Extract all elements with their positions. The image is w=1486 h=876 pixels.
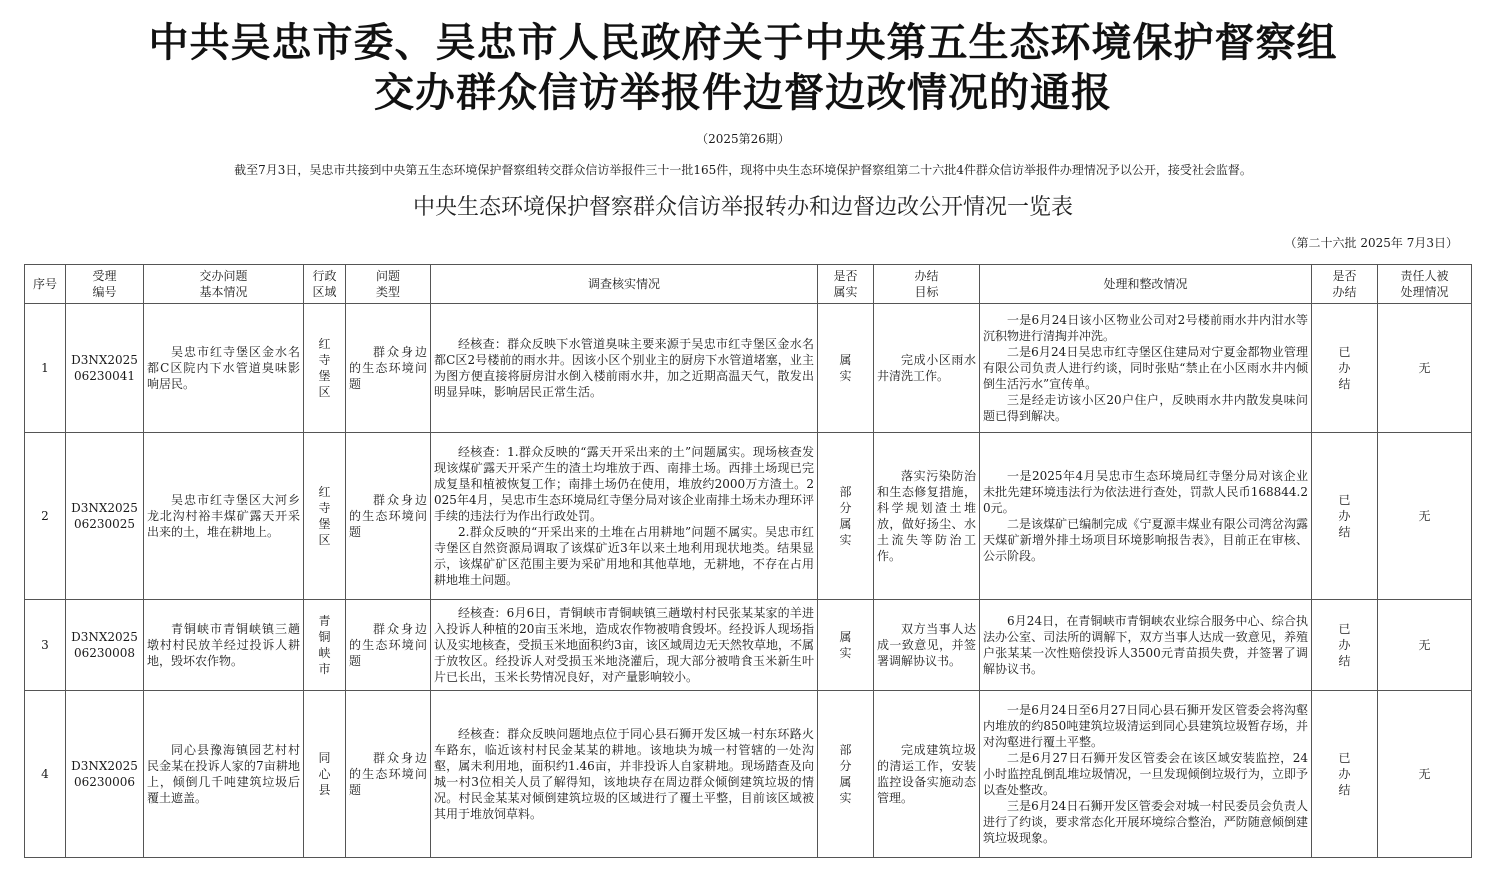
header-region: 行政 区域	[304, 265, 346, 304]
cell-problem: 同心县豫海镇园艺村村民金某在投诉人家的7亩耕地上，倾倒几千吨建筑垃圾后覆土遮盖。	[144, 691, 304, 858]
cell-investigation	[431, 691, 818, 858]
table-row	[25, 600, 1472, 691]
header-accountability: 责任人被 处理情况	[1378, 265, 1472, 304]
cell-number: D3NX202506230006	[66, 691, 144, 858]
handling-paragraph: 二是该煤矿已编制完成《宁夏源丰煤业有限公司湾岔沟露天煤矿新增外排土场项目环境影响报告表》，目前正在审核、公示阶段。	[983, 517, 1308, 563]
cell-seq: 1	[25, 304, 66, 433]
header-closed: 是否 办结	[1312, 265, 1378, 304]
handling-paragraph: 6月24日，在青铜峡市青铜峡农业综合服务中心、综合执法办公室、司法所的调解下，双方当事人达成一致意见，养殖户张某某一次性赔偿投诉人3500元青苗损失费，并签署了调解协议书。	[983, 614, 1308, 676]
handling-paragraph: 三是6月24日石狮开发区管委会对城一村民委员会负责人进行了约谈，要求常态化开展环境综合整治，严防随意倾倒建筑垃圾现象。	[983, 799, 1308, 845]
header-goal: 办结 目标	[874, 265, 980, 304]
header-investigation: 调查核实情况	[431, 265, 818, 304]
batch-date: （第二十六批 2025年 7月3日）	[1284, 236, 1458, 250]
cell-problem: 吴忠市红寺堡区金水名都C区院内下水管道臭味影响居民。	[144, 304, 304, 433]
table-title: 中央生态环境保护督察群众信访举报转办和边督边改公开情况一览表	[412, 195, 1073, 220]
table-row	[25, 691, 1472, 858]
cell-type: 群众身边的生态环境问题	[346, 433, 431, 600]
cell-verified: 属 实	[818, 304, 874, 433]
cell-closed: 已 办 结	[1312, 600, 1378, 691]
cell-accountability: 无	[1378, 304, 1472, 433]
cell-type: 群众身边的生态环境问题	[346, 691, 431, 858]
header-handling: 处理和整改情况	[980, 265, 1312, 304]
cell-number: D3NX202506230041	[66, 304, 144, 433]
cell-seq: 2	[25, 433, 66, 600]
handling-paragraph: 二是6月27日石狮开发区管委会在该区域安装监控，24小时监控乱倒乱堆垃圾情况，一旦发现倾倒垃圾行为，立即予以查处整改。	[983, 751, 1308, 797]
cell-goal: 完成小区雨水井清洗工作。	[874, 304, 980, 433]
cell-region: 红 寺 堡 区	[304, 433, 346, 600]
cell-accountability: 无	[1378, 691, 1472, 858]
cell-type: 群众身边的生态环境问题	[346, 304, 431, 433]
intro-paragraph: 截至7月3日，吴忠市共接到中央第五生态环境保护督察组转交群众信访举报件三十一批165件，现将中央生态环境保护督察组第二十六批4件群众信访举报件办理情况予以公开，接受社会监督。	[234, 163, 1252, 177]
cell-goal: 完成建筑垃圾的清运工作，安装监控设备实施动态管理。	[874, 691, 980, 858]
cell-investigation	[431, 433, 818, 600]
investigation-paragraph: 经核查：6月6日，青铜峡市青铜峡镇三趟墩村村民张某某家的羊进入投诉人种植的20亩玉米地，造成农作物被啃食毁坏。经投诉人现场指认及实地核查，受损玉米地面积约3亩，该区域周边无天然牧草地，不属于放牧区。经投诉人对受损玉米地浇灌后，现大部分被啃食玉米新生叶片已长出，玉米长势情况良好，对产量影响较小。	[434, 606, 814, 684]
complaints-table	[24, 264, 1472, 858]
header-problem: 交办问题 基本情况	[144, 265, 304, 304]
cell-handling	[980, 600, 1312, 691]
cell-region: 同 心 县	[304, 691, 346, 858]
table-row	[25, 433, 1472, 600]
cell-goal: 双方当事人达成一致意见，并签署调解协议书。	[874, 600, 980, 691]
cell-handling	[980, 304, 1312, 433]
cell-region: 青 铜 峡 市	[304, 600, 346, 691]
cell-goal: 落实污染防治和生态修复措施，科学规划渣土堆放，做好扬尘、水土流失等防治工作。	[874, 433, 980, 600]
cell-number: D3NX202506230025	[66, 433, 144, 600]
cell-seq: 3	[25, 600, 66, 691]
cell-closed: 已 办 结	[1312, 433, 1378, 600]
cell-accountability: 无	[1378, 433, 1472, 600]
investigation-paragraph: 经核查：群众反映问题地点位于同心县石狮开发区城一村东环路火车路东，临近该村村民金某某的耕地。该地块为城一村管辖的一处沟壑，属未利用地，面积约1.46亩，并非投诉人自家耕地。现场踏查及向城一村3位相关人员了解得知，该地块存在周边群众倾倒建筑垃圾的情况。村民金某某对倾倒建筑垃圾的区域进行了覆土平整，目前该区域被其用于堆放饲草料。	[434, 727, 814, 821]
handling-paragraph: 三是经走访该小区20户住户，反映雨水井内散发臭味问题已得到解决。	[983, 393, 1308, 423]
cell-problem: 吴忠市红寺堡区大河乡龙北沟村裕丰煤矿露天开采出来的土，堆在耕地上。	[144, 433, 304, 600]
header-type: 问题 类型	[346, 265, 431, 304]
header-number: 受理 编号	[66, 265, 144, 304]
cell-closed: 已 办 结	[1312, 304, 1378, 433]
cell-problem: 青铜峡市青铜峡镇三趟墩村村民放羊经过投诉人耕地，毁坏农作物。	[144, 600, 304, 691]
issue-number: （2025第26期）	[696, 132, 790, 146]
handling-paragraph: 二是6月24日吴忠市红寺堡区住建局对宁夏金都物业管理有限公司负责人进行约谈，同时张贴“禁止在小区雨水井内倾倒生活污水”宣传单。	[983, 345, 1308, 391]
cell-seq: 4	[25, 691, 66, 858]
cell-accountability: 无	[1378, 600, 1472, 691]
cell-verified: 部 分 属 实	[818, 433, 874, 600]
cell-handling	[980, 691, 1312, 858]
cell-closed: 已 办 结	[1312, 691, 1378, 858]
cell-investigation	[431, 600, 818, 691]
cell-handling	[980, 433, 1312, 600]
cell-number: D3NX202506230008	[66, 600, 144, 691]
handling-paragraph: 一是2025年4月吴忠市生态环境局红寺堡分局对该企业未批先建环境违法行为依法进行查处，罚款人民币168844.20元。	[983, 469, 1308, 515]
investigation-paragraph: 经核查：群众反映下水管道臭味主要来源于吴忠市红寺堡区金水名都C区2号楼前的雨水井。因该小区个别业主的厨房下水管道堵塞，业主为图方便直接将厨房泔水倒入楼前雨水井，加之近期高温天气，散发出明显异味，影响居民正常生活。	[434, 337, 814, 399]
handling-paragraph: 一是6月24日至6月27日同心县石狮开发区管委会将沟壑内堆放的约850吨建筑垃圾清运到同心县建筑垃圾暂存场，并对沟壑进行覆土平整。	[983, 703, 1308, 749]
cell-verified: 部 分 属 实	[818, 691, 874, 858]
handling-paragraph: 一是6月24日该小区物业公司对2号楼前雨水井内泔水等沉积物进行清掏并冲洗。	[983, 313, 1308, 343]
document-title-line1: 中共吴忠市委、吴忠市人民政府关于中央第五生态环境保护督察组	[148, 20, 1338, 66]
investigation-paragraph: 经核查：1.群众反映的“露天开采出来的土”问题属实。现场核查发现该煤矿露天开采产生的渣土均堆放于西、南排土场。西排土场现已完成复垦和植被恢复工作；南排土场仍在使用，堆放约2000万方渣土。2025年4月，吴忠市生态环境局红寺堡分局对该企业南排土场未办理环评手续的违法行为作出行政处罚。	[434, 445, 814, 523]
table-row	[25, 304, 1472, 433]
cell-verified: 属 实	[818, 600, 874, 691]
cell-investigation	[431, 304, 818, 433]
document-title-line2: 交办群众信访举报件边督边改情况的通报	[374, 70, 1112, 116]
table-header-row	[25, 265, 1472, 304]
investigation-paragraph: 2.群众反映的“开采出来的土堆在占用耕地”问题不属实。吴忠市红寺堡区自然资源局调取了该煤矿近3年以来土地利用现状地类。结果显示，该煤矿矿区范围主要为采矿用地和其他草地，无耕地，不存在占用耕地堆土问题。	[434, 525, 814, 587]
cell-region: 红 寺 堡 区	[304, 304, 346, 433]
cell-type: 群众身边的生态环境问题	[346, 600, 431, 691]
header-verified: 是否 属实	[818, 265, 874, 304]
header-seq: 序号	[25, 265, 66, 304]
